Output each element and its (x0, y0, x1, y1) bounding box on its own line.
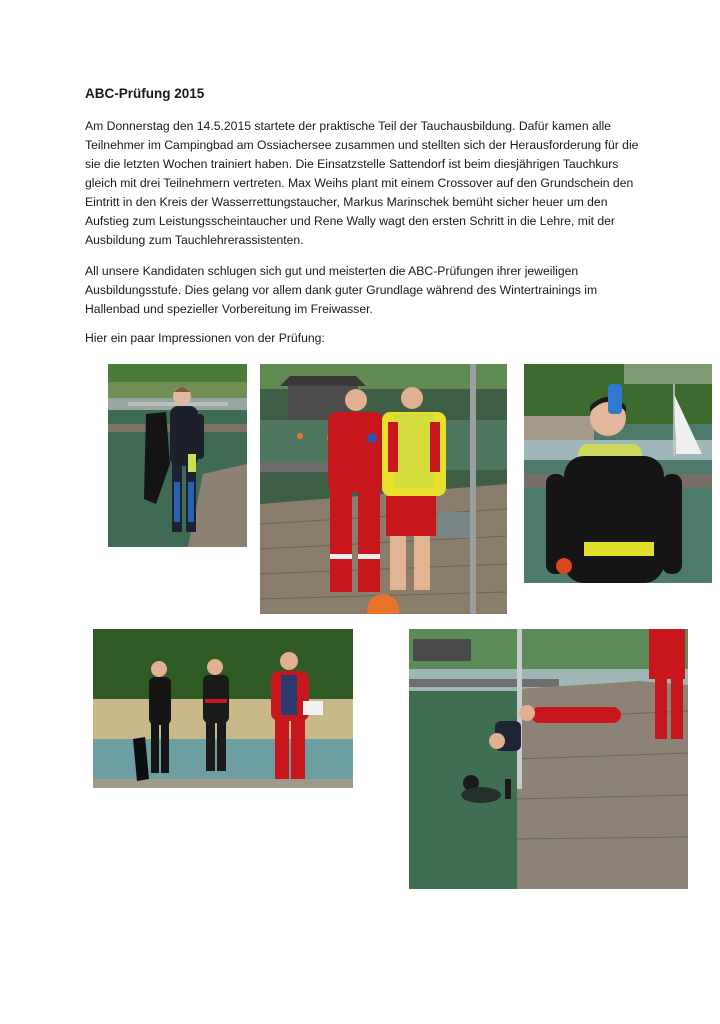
article-title: ABC-Prüfung 2015 (85, 86, 205, 101)
photo-diver-in-water (409, 629, 688, 889)
photo-two-rescuers-on-pier (260, 364, 507, 614)
paragraph-impressions: Hier ein paar Impressionen von der Prüfung: (85, 331, 325, 345)
paragraph-results: All unsere Kandidaten schlugen sich gut und meisterten die ABC-Prüfungen ihrer jeweiligen Ausbildungsstufe. Dies gelang vor allem dank guter Grundlage während des Wintertrainings im Hallenbad und spezieller Vorbereitung im Freiwasser. (85, 264, 598, 316)
paragraph-intro: Am Donnerstag den 14.5.2015 startete der praktische Teil der Tauchausbildung. Dafür kamen alle Teilnehmer im Campingbad am Ossiachersee zusammen und stellten sich der Herausforderung für die sie die letzten Wochen trainiert haben. Die Einsatzstelle Sattendorf ist beim diesjährigen Tauchkurs gleich mit drei Teilnehmern vertreten. Max Weihs plant mit einem Crossover auf den Grundschein den Eintritt in den Kreis der Wasserrettungstaucher, Markus Marinschek bemüht sicher heuer um den Aufstieg zum Leistungsscheintaucher und Rene Wally wagt den ersten Schritt in die Lehre, mit der Ausbildung zum Tauchlehrerassistenten. (85, 119, 639, 247)
photo-diver-with-fins (108, 364, 247, 547)
photo-smiling-diver (524, 364, 712, 583)
photo-three-people-lakeshore (93, 629, 353, 788)
